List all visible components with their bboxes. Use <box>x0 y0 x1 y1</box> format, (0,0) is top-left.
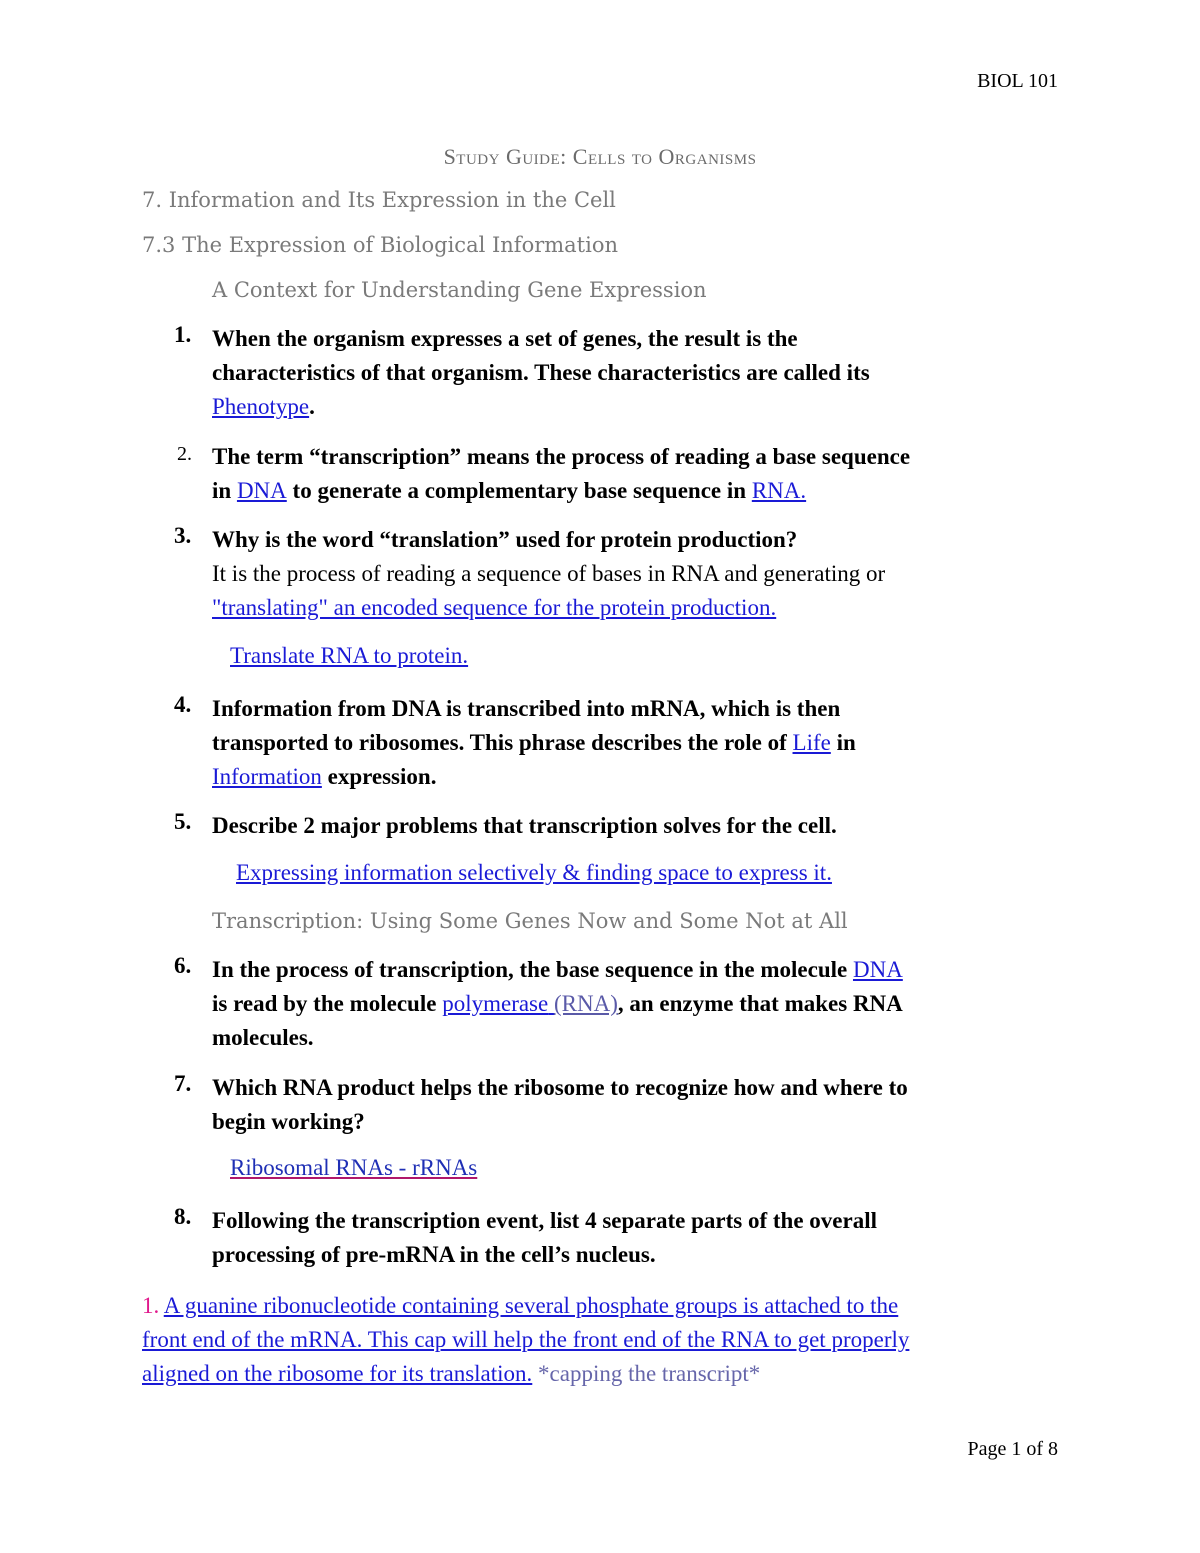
subsection-heading: A Context for Understanding Gene Expression <box>212 278 707 302</box>
question-6 <box>212 953 903 1055</box>
chapter-heading: 7. Information and Its Expression in the Cell <box>142 188 616 212</box>
text: transported to ribosomes. This phrase describes the role of <box>212 730 787 755</box>
question-7-line: Which RNA product helps the ribosome to recognize how and where to <box>212 1075 908 1100</box>
answer-number: 1. <box>142 1293 160 1318</box>
document-title: Study Guide: Cells to Organisms <box>443 144 757 169</box>
answer-dna[interactable]: DNA <box>236 478 287 503</box>
answer-phenotype[interactable]: Phenotype <box>212 394 310 419</box>
question-1 <box>212 322 870 424</box>
answer-note: *capping the transcript* <box>538 1361 761 1386</box>
answer-information[interactable]: Information <box>212 764 322 789</box>
question-1-line: characteristics of that organism. These characteristics are called its <box>212 360 870 385</box>
question-3: Why is the word “translation” used for protein production? <box>212 527 798 552</box>
question-8 <box>212 1204 877 1272</box>
subsection-heading: Transcription: Using Some Genes Now and Some Not at All <box>212 909 848 933</box>
question-6-line: molecules. <box>212 1025 314 1050</box>
question-8-line: processing of pre-mRNA in the cell’s nucleus. <box>212 1242 656 1267</box>
answer-line <box>142 1289 909 1323</box>
answer-life[interactable]: Life <box>792 730 831 755</box>
question-8-line: Following the transcription event, list 4 separate parts of the overall <box>212 1208 877 1233</box>
question-5-answer[interactable]: Expressing information selectively & finding space to express it. <box>236 860 832 885</box>
answer-8-part-1 <box>142 1289 909 1391</box>
question-6-line <box>212 987 903 1021</box>
answer-link[interactable]: A guanine ribonucleotide containing several phosphate groups is attached to the <box>163 1293 899 1318</box>
text: in <box>836 730 856 755</box>
question-2-line <box>212 474 910 508</box>
text: expression. <box>327 764 437 789</box>
text: In the process of transcription, the base sequence in the molecule <box>212 957 848 982</box>
page-number: Page 1 of 8 <box>967 1438 1058 1460</box>
question-7-answer[interactable]: Ribosomal RNAs - rRNAs <box>230 1155 478 1180</box>
answer-link[interactable]: aligned on the ribosome for its translation. <box>142 1361 533 1386</box>
question-3-answer-text: It is the process of reading a sequence of bases in RNA and generating or <box>212 561 886 586</box>
question-number: 3. <box>174 523 192 548</box>
answer-rna[interactable]: RNA. <box>751 478 807 503</box>
question-number: 5. <box>174 809 192 834</box>
answer-polymerase[interactable]: polymerase <box>442 991 549 1016</box>
period: . <box>309 394 315 419</box>
text: to generate a complementary base sequence in <box>292 478 747 503</box>
question-number: 7. <box>174 1071 192 1096</box>
question-4-line <box>212 760 856 794</box>
question-4-line <box>212 726 856 760</box>
question-number: 4. <box>174 692 192 717</box>
answer-line <box>142 1357 909 1391</box>
question-1-line: When the organism expresses a set of genes, the result is the <box>212 326 798 351</box>
answer-dna[interactable]: DNA <box>852 957 903 982</box>
section-heading: 7.3 The Expression of Biological Information <box>142 233 619 257</box>
text: is read by the molecule <box>212 991 437 1016</box>
answer-rna[interactable]: (RNA) <box>553 991 618 1016</box>
answer-line <box>142 1323 909 1357</box>
question-4 <box>212 692 856 794</box>
answer-link[interactable]: front end of the mRNA. This cap will help the front end of the RNA to get properly <box>142 1327 910 1352</box>
course-header: BIOL 101 <box>977 70 1058 92</box>
question-5: Describe 2 major problems that transcription solves for the cell. <box>212 813 837 838</box>
text: in <box>212 478 232 503</box>
text: , an enzyme that makes RNA <box>617 991 903 1016</box>
question-number: 1. <box>174 322 192 347</box>
question-1-answer-line <box>212 390 870 424</box>
question-number: 8. <box>174 1204 192 1229</box>
question-7 <box>212 1071 908 1139</box>
question-3-answer-link[interactable]: "translating" an encoded sequence for the protein production. <box>212 595 777 620</box>
question-number: 6. <box>174 953 192 978</box>
question-3-answer[interactable]: Translate RNA to protein. <box>230 643 469 668</box>
question-2-line: The term “transcription” means the process of reading a base sequence <box>212 444 911 469</box>
question-number: 2. <box>177 443 192 465</box>
question-6-line <box>212 953 903 987</box>
question-4-line: Information from DNA is transcribed into mRNA, which is then <box>212 696 841 721</box>
question-7-line: begin working? <box>212 1109 365 1134</box>
question-2 <box>212 440 910 508</box>
